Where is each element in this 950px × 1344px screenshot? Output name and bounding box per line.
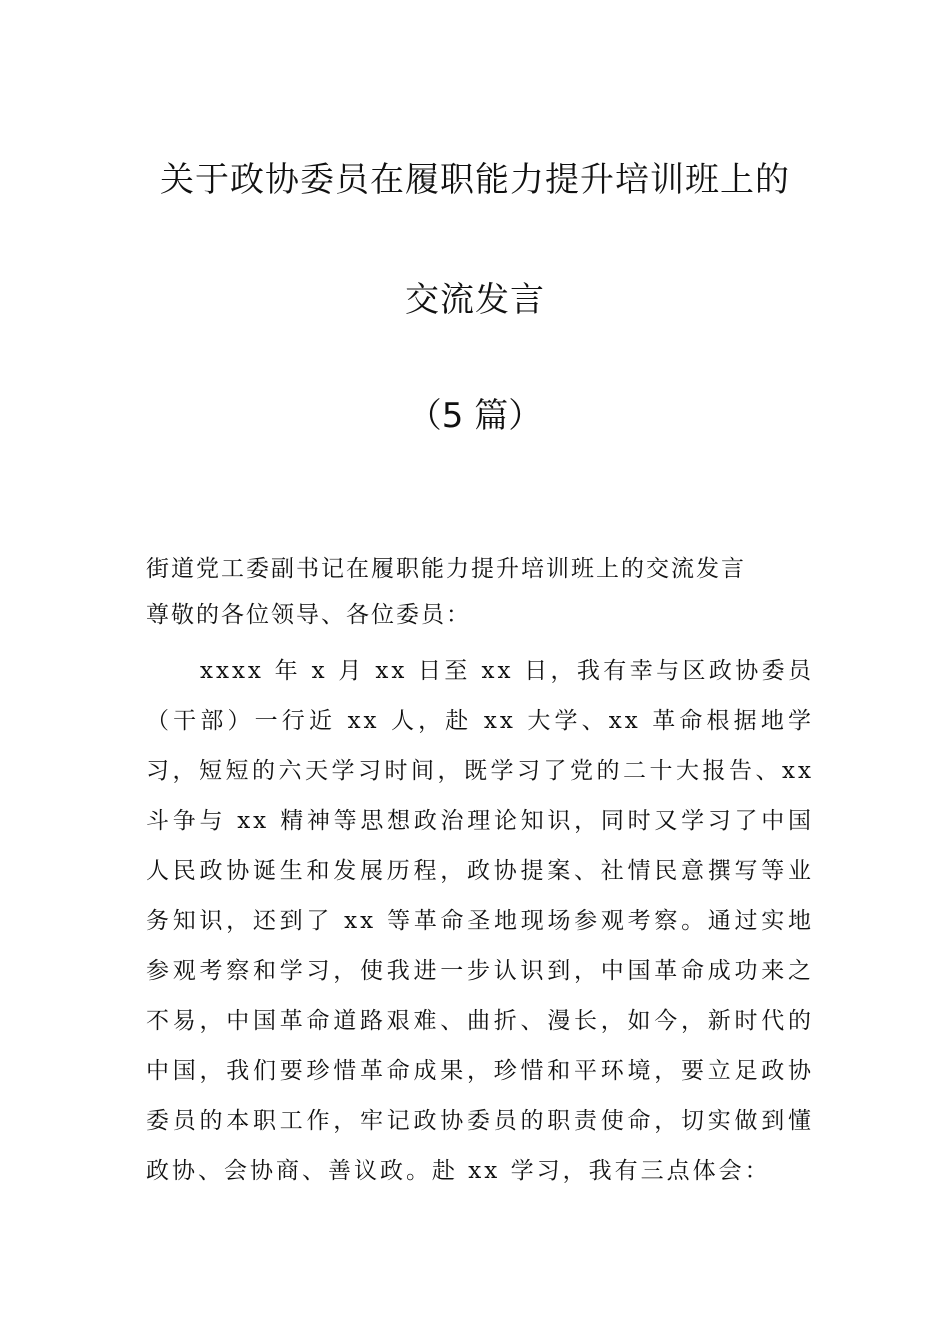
salutation: 尊敬的各位领导、各位委员： bbox=[146, 602, 471, 628]
body-paragraph: xxxx 年 x 月 xx 日至 xx 日，我有幸与区政协委员（干部）一行近 xx 人，赴 xx 大学、xx 革命根据地学习，短短的六天学习时间，既学习了党的二十大报告、xx 斗争与 xx 精神等思想政治理论知识，同时又学习了中国人民政协诞生和发展历程，政协提案、社情民意撰写等业务知识，还到了 xx 等革命圣地现场参观考察。通过实地参观考察和学习，使我进一步认识到，中国革命成功来之不易，中国革命道路艰难、曲折、漫长，如今，新时代的中国，我们要珍惜革命成果，珍惜和平环境，要立足政协委员的本职工作，牢记政协委员的职责使命，切实做到懂政协、会协商、善议政。赴 xx 学习，我有三点体会： bbox=[146, 658, 814, 1184]
title-line-2: 交流发言 bbox=[405, 280, 545, 320]
document-body bbox=[146, 548, 814, 1196]
document-title bbox=[0, 152, 950, 444]
title-line-1: 关于政协委员在履职能力提升培训班上的 bbox=[160, 160, 790, 200]
article-count: （5 篇） bbox=[407, 396, 543, 436]
section-heading: 街道党工委副书记在履职能力提升培训班上的交流发言 bbox=[146, 556, 746, 582]
